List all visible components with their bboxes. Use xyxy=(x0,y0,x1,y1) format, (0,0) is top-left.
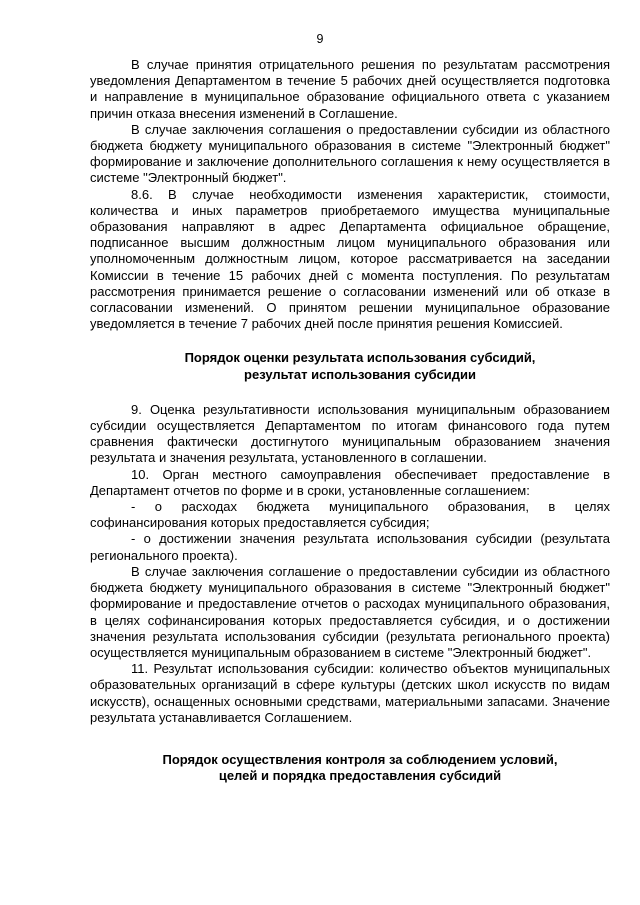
paragraph-8-6: 8.6. В случае необходимости изменения характеристик, стоимости, количества и иных параметров приобретаемого имущества муниципальные образования направляют в адрес Департамента официальное обращение, подписанное высшим должностным лицом муниципального образования или уполномоченным должностным лицом, которое рассматривается на заседании Комиссии в течение 15 рабочих дней с момента поступления. По результатам рассмотрения принимается решение о согласовании изменений или об отказе в согласовании изменений. О принятом решении муниципальное образование уведомляется в течение 7 рабочих дней после принятия решения Комиссией. xyxy=(90,186,610,332)
document-body xyxy=(90,57,610,784)
paragraph-11: 11. Результат использования субсидии: количество объектов муниципальных образовательных организаций в сфере культуры (детских школ искусств по видам искусств), оснащенных основными средствами, материальными запасами. Значение результата устанавливается Соглашением. xyxy=(90,661,610,725)
section-heading-evaluation xyxy=(90,350,610,382)
paragraph-electronic-budget-reports: В случае заключения соглашение о предоставлении субсидии из областного бюджета бюджету муниципального образования в системе "Электронный бюджет" формирование и предоставление отчетов о расходах муниципального образования, в целях софинансирования которых предоставляется субсидия, и о достижении значения результата использования субсидии (результата регионального проекта) осуществляется муниципальным образованием в системе "Электронный бюджет". xyxy=(90,563,610,660)
list-item-expenses-report: - о расходах бюджета муниципального образования, в целях софинансирования которых предоставляется субсидия; xyxy=(90,499,610,531)
section-heading-line: целей и порядка предоставления субсидий xyxy=(218,768,502,784)
page-number: 9 xyxy=(316,32,324,46)
section-heading-line: результат использования субсидии xyxy=(244,366,476,382)
paragraph-9: 9. Оценка результативности использования муниципальным образованием субсидии осуществляется Департаментом по итогам финансового года путем сравнения фактически достигнутого муниципальным образованием значения результата и значения результата, установленного в соглашении. xyxy=(90,401,610,466)
paragraph-electronic-budget-agreement: В случае заключения соглашения о предоставлении субсидии из областного бюджета бюджету муниципального образования в системе "Электронный бюджет" формирование и заключение дополнительного соглашения к нему осуществляется в системе "Электронный бюджет". xyxy=(90,121,610,186)
section-heading-control xyxy=(90,752,610,784)
section-heading-line: Порядок оценки результата использования субсидий, xyxy=(184,350,536,366)
paragraph-refusal-notice: В случае принятия отрицательного решения по результатам рассмотрения уведомления Департаментом в течение 5 рабочих дней осуществляется подготовка и направление в муниципальное образование официального ответа с указанием причин отказа внесения изменений в Соглашение. xyxy=(90,57,610,121)
paragraph-10: 10. Орган местного самоуправления обеспечивает предоставление в Департамент отчетов по форме и в сроки, установленные соглашением: xyxy=(90,466,610,498)
list-item-result-report: - о достижении значения результата использования субсидии (результата регионального проекта). xyxy=(90,531,610,563)
section-heading-line: Порядок осуществления контроля за соблюдением условий, xyxy=(162,751,558,767)
